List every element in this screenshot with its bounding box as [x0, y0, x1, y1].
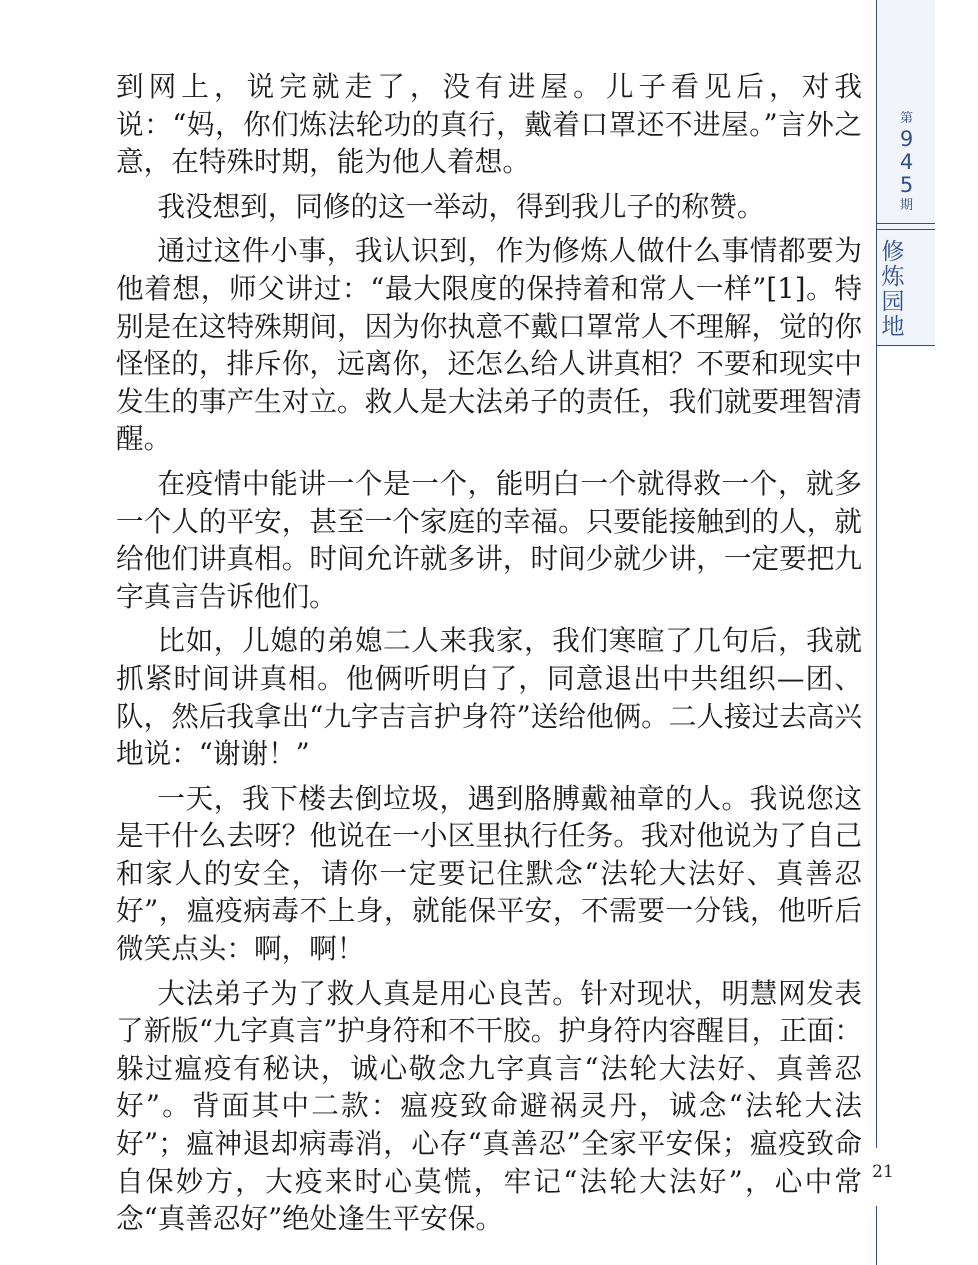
section-title-char: 园 [881, 289, 905, 315]
section-title [878, 240, 908, 340]
issue-label [878, 100, 935, 223]
paragraph: 比如，儿媳的弟媳二人来我家，我们寒暄了几句后，我就抓紧时间讲真相。他俩听明白了，同意退出中共组织—团、队，然后我拿出“九字吉言护身符”送给他俩。二人接过去高兴地说：“谢谢！” [116, 624, 862, 771]
paragraph: 大法弟子为了救人真是用心良苦。针对现状，明慧网发表了新版“九字真言”护身符和不干胶。护身符内容醒目，正面：躲过瘟疫有秘诀，诚心敬念九字真言“法轮大法好、真善忍好”。背面其中二款：瘟疫致命避祸灵丹，诚念“法轮大法好”；瘟神退却病毒消，心存“真善忍”全家平安保；瘟疫致命自保妙方，大疫来时心莫慌，牢记“法轮大法好”，心中常念“真善忍好”绝处逢生平安保。 [116, 976, 862, 1236]
paragraph: 一天，我下楼去倒垃圾，遇到胳膊戴袖章的人。我说您这是干什么去呀？他说在一小区里执行任务。我对他说为了自己和家人的安全，请你一定要记住默念“法轮大法好、真善忍好”，瘟疫病毒不上身，就能保平安，不需要一分钱，他听后微笑点头：啊，啊！ [116, 781, 862, 966]
issue-prefix: 第 [899, 111, 913, 126]
issue-digit: 4 [899, 150, 914, 174]
article-body [116, 68, 862, 1245]
issue-digit: 5 [899, 173, 914, 197]
divider [876, 223, 935, 224]
section-title-char: 炼 [881, 264, 905, 290]
divider [876, 345, 935, 346]
issue-digit: 9 [899, 127, 914, 151]
issue-suffix: 期 [899, 198, 913, 213]
vertical-rule-lower [876, 1206, 877, 1265]
paragraph: 通过这件小事，我认识到，作为修炼人做什么事情都要为他着想，师父讲过：“最大限度的保持着和常人一样”[1]。特别是在这特殊期间，因为你执意不戴口罩常人不理解，觉的你怪怪的，排斥你，远离你，还怎么给人讲真相？不要和现实中发生的事产生对立。救人是大法弟子的责任，我们就要理智清醒。 [116, 234, 862, 456]
section-title-char: 地 [881, 314, 905, 340]
paragraph: 我没想到，同修的这一举动，得到我儿子的称赞。 [157, 189, 765, 223]
section-title-char: 修 [881, 239, 905, 265]
divider [876, 229, 935, 230]
page-number: 21 [872, 1162, 894, 1182]
paragraph: 在疫情中能讲一个是一个，能明白一个就得救一个，就多一个人的平安，甚至一个家庭的幸福。只要能接触到的人，就给他们讲真相。时间允许就多讲，时间少就少讲，一定要把九字真言告诉他们。 [116, 466, 862, 613]
paragraph: 到网上，说完就走了，没有进屋。儿子看见后，对我说：“妈，你们炼法轮功的真行，戴着口罩还不进屋。”言外之意，在特殊时期，能为他人着想。 [116, 70, 862, 179]
